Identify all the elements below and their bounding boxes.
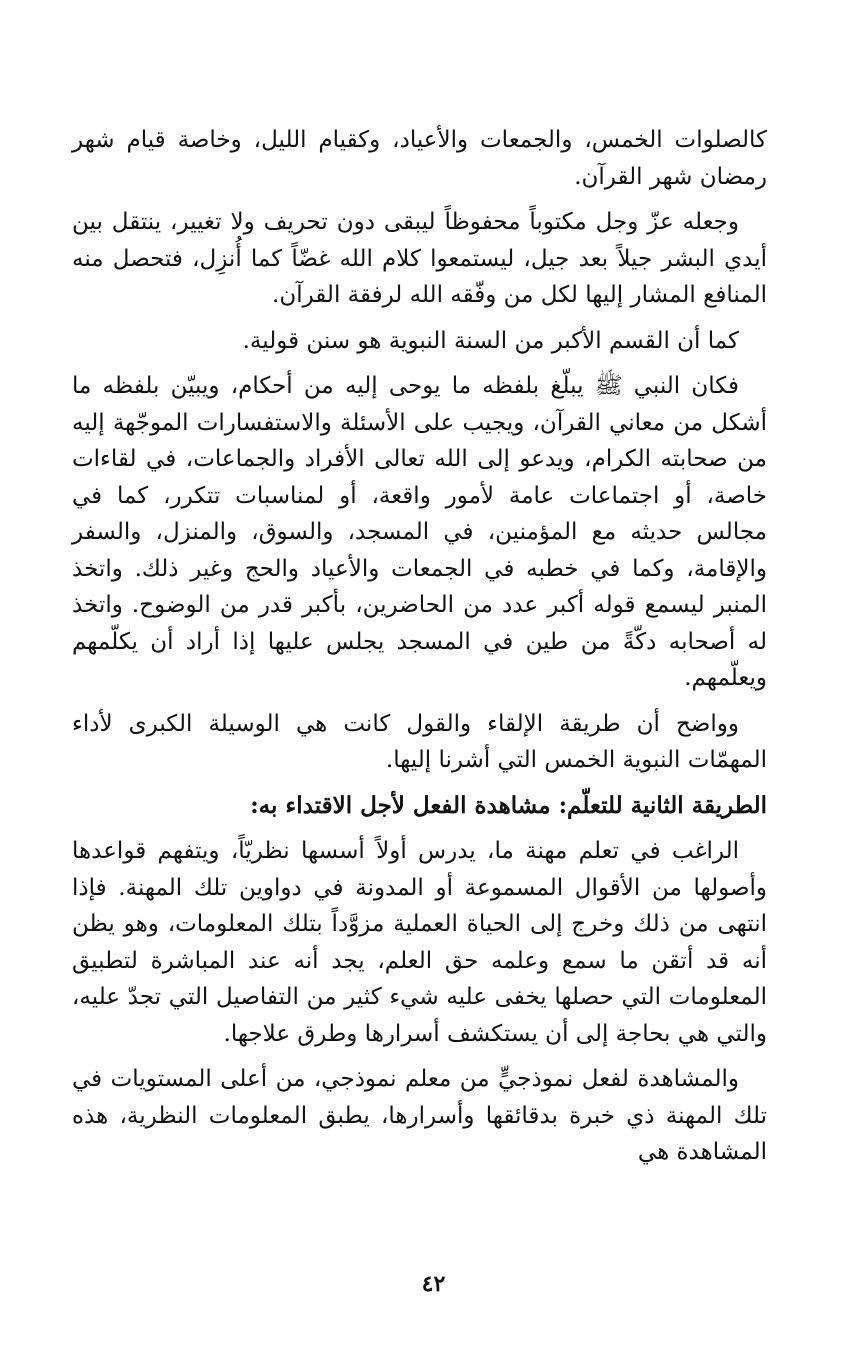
paragraph-6: الراغب في تعلم مهنة ما، يدرس أولاً أسسها نظريّاً، ويتفهم قواعدها وأصولها من الأقوال المسموعة أو المدونة في دواوين تلك المهنة. فإذا انتهى من ذلك وخرج إلى الحياة العملية مزوَّداً بتلك المعلومات، وهو يظن أنه قد أتقن ما سمع وعلمه حق العلم، يجد أنه عند المباشرة لتطبيق المعلومات التي حصلها يخفى عليه شيء كثير من التفاصيل التي تجدّ عليه، والتي هي بحاجة إلى أن يستكشف أسرارها وطرق علاجها. xyxy=(72,838,767,1047)
body-text xyxy=(72,122,767,1180)
paragraph-7: والمشاهدة لفعل نموذجيٍّ من معلم نموذجي، من أعلى المستويات في تلك المهنة ذي خبرة بدقائقها وأسرارها، يطبق المعلومات النظرية، هذه المشاهدة هي xyxy=(72,1066,767,1165)
paragraph-2: وجعله عزّ وجل مكتوباً محفوظاً ليبقى دون تحريف ولا تغيير، ينتقل بين أيدي البشر جيلاً بعد جيل، ليستمعوا كلام الله غضّاً كما أُنزِل، فتحصل منه المنافع المشار إليها لكل من وفّقه الله لرفقة القرآن. xyxy=(72,209,767,308)
section-heading: الطريقة الثانية للتعلّم: مشاهدة الفعل لأجل الاقتداء به: xyxy=(250,791,767,819)
page-number: ٤٢ xyxy=(421,1271,446,1297)
paragraph-4: فكان النبي ﷺ يبلّغ بلفظه ما يوحى إليه من أحكام، ويبيّن بلفظه ما أشكل من معاني القرآن، ويجيب على الأسئلة والاستفسارات الموجّهة إليه من صحابته الكرام، ويدعو إلى الله تعالى الأفراد والجماعات، في لقاءات خاصة، أو اجتماعات عامة لأمور واقعة، أو لمناسبات تتكرر، كما في مجالس حديثه مع المؤمنين، في المسجد، والسوق، والمنزل، والسفر والإقامة، وكما في خطبه في الجمعات والأعياد والحج وغير ذلك. واتخذ المنبر ليسمع قوله أكبر عدد من الحاضرين، بأكبر قدر من الوضوح. واتخذ له أصحابه دكّةً من طين في المسجد يجلس عليها إذا أراد أن يكلّمهم ويعلّمهم. xyxy=(72,373,767,691)
paragraph-5: وواضح أن طريقة الإلقاء والقول كانت هي الوسيلة الكبرى لأداء المهمّات النبوية الخمس التي أشرنا إليها. xyxy=(72,710,767,773)
paragraph-3: كما أن القسم الأكبر من السنة النبوية هو سنن قولية. xyxy=(242,327,739,354)
paragraph-1: كالصلوات الخمس، والجمعات والأعياد، وكقيام الليل، وخاصة قيام شهر رمضان شهر القرآن. xyxy=(72,127,767,190)
